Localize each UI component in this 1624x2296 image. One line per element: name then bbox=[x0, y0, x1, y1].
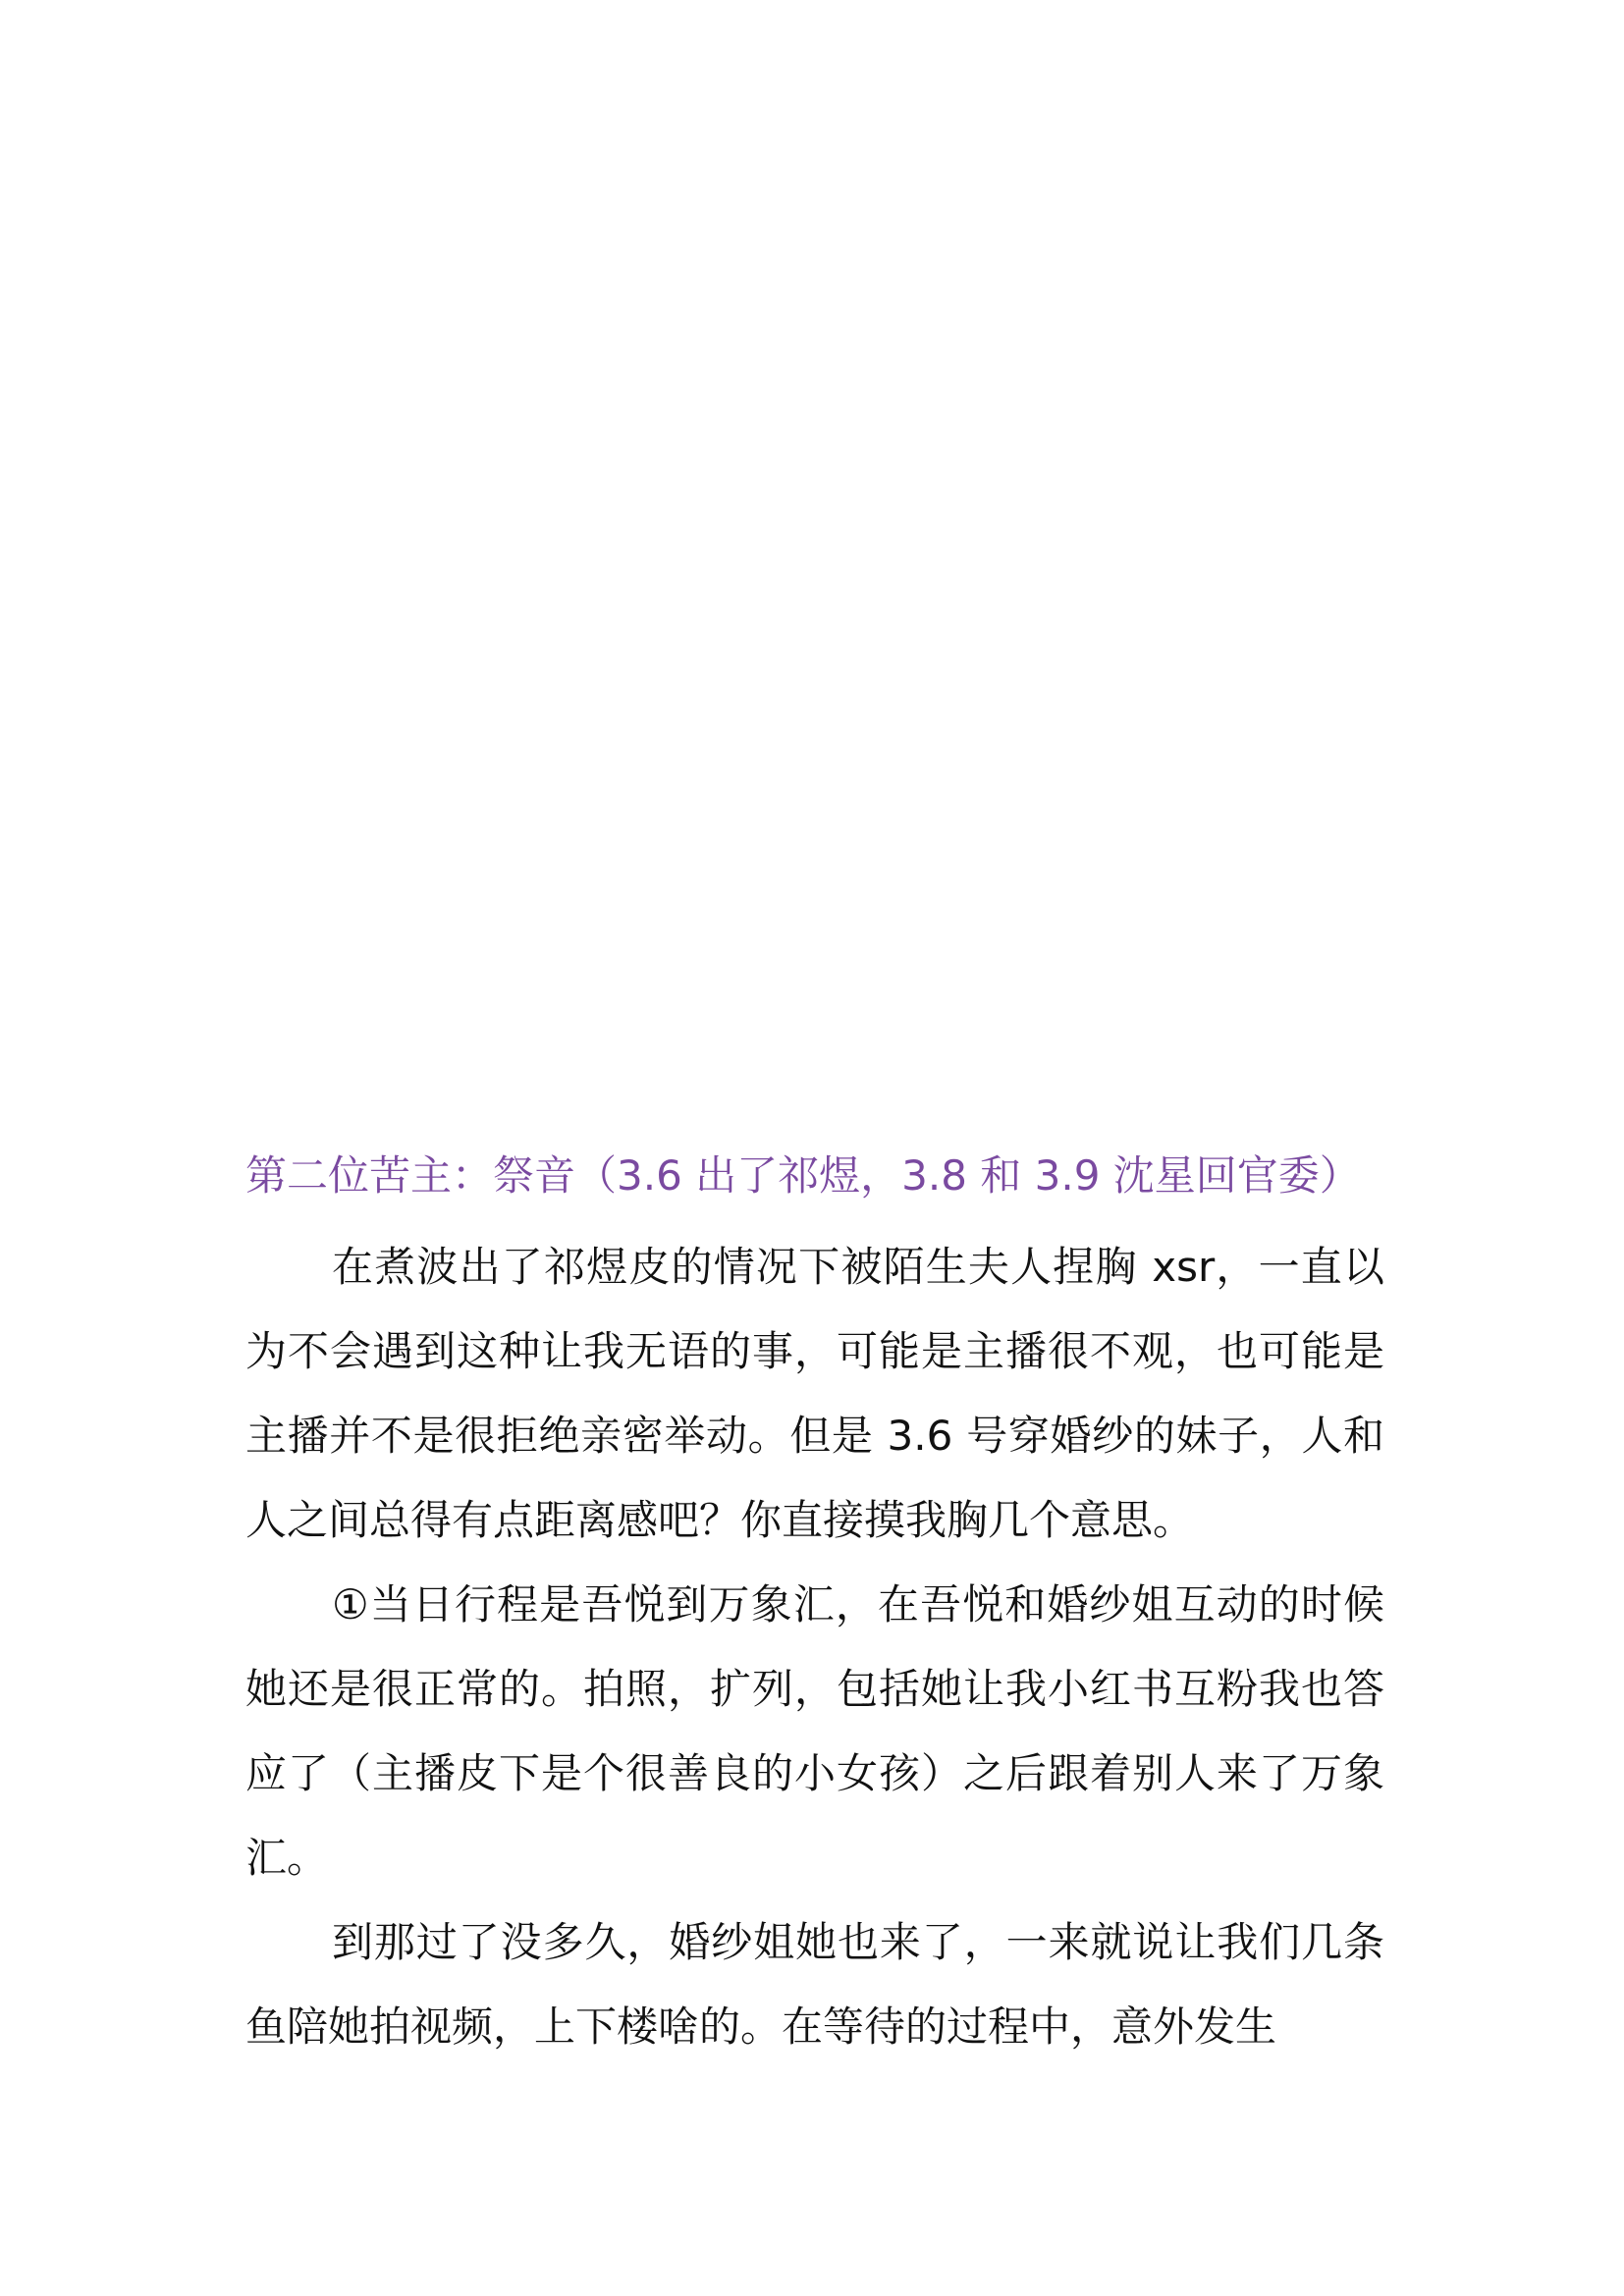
section-heading: 第二位苦主：祭音（3.6 出了祁煜，3.8 和 3.9 沈星回官委） bbox=[245, 1151, 1361, 1200]
paragraph-2: ①当日行程是吾悦到万象汇，在吾悦和婚纱姐互动的时候她还是很正常的。拍照，扩列，包括她让我小红书互粉我也答应了（主播皮下是个很善良的小女孩）之后跟着别人来了万象汇。 bbox=[245, 1580, 1384, 1882]
paragraph-1: 在煮波出了祁煜皮的情况下被陌生夫人捏胸 xsr，一直以为不会遇到这种让我无语的事，可能是主播很不观，也可能是主播并不是很拒绝亲密举动。但是 3.6 号穿婚纱的妹子，人和人之间总得有点距离感吧？你直接摸我胸几个意思。 bbox=[245, 1243, 1384, 1544]
document-body bbox=[245, 1141, 1384, 2069]
paragraph-3: 到那过了没多久，婚纱姐她也来了，一来就说让我们几条鱼陪她拍视频，上下楼啥的。在等待的过程中，意外发生 bbox=[245, 1918, 1384, 2051]
